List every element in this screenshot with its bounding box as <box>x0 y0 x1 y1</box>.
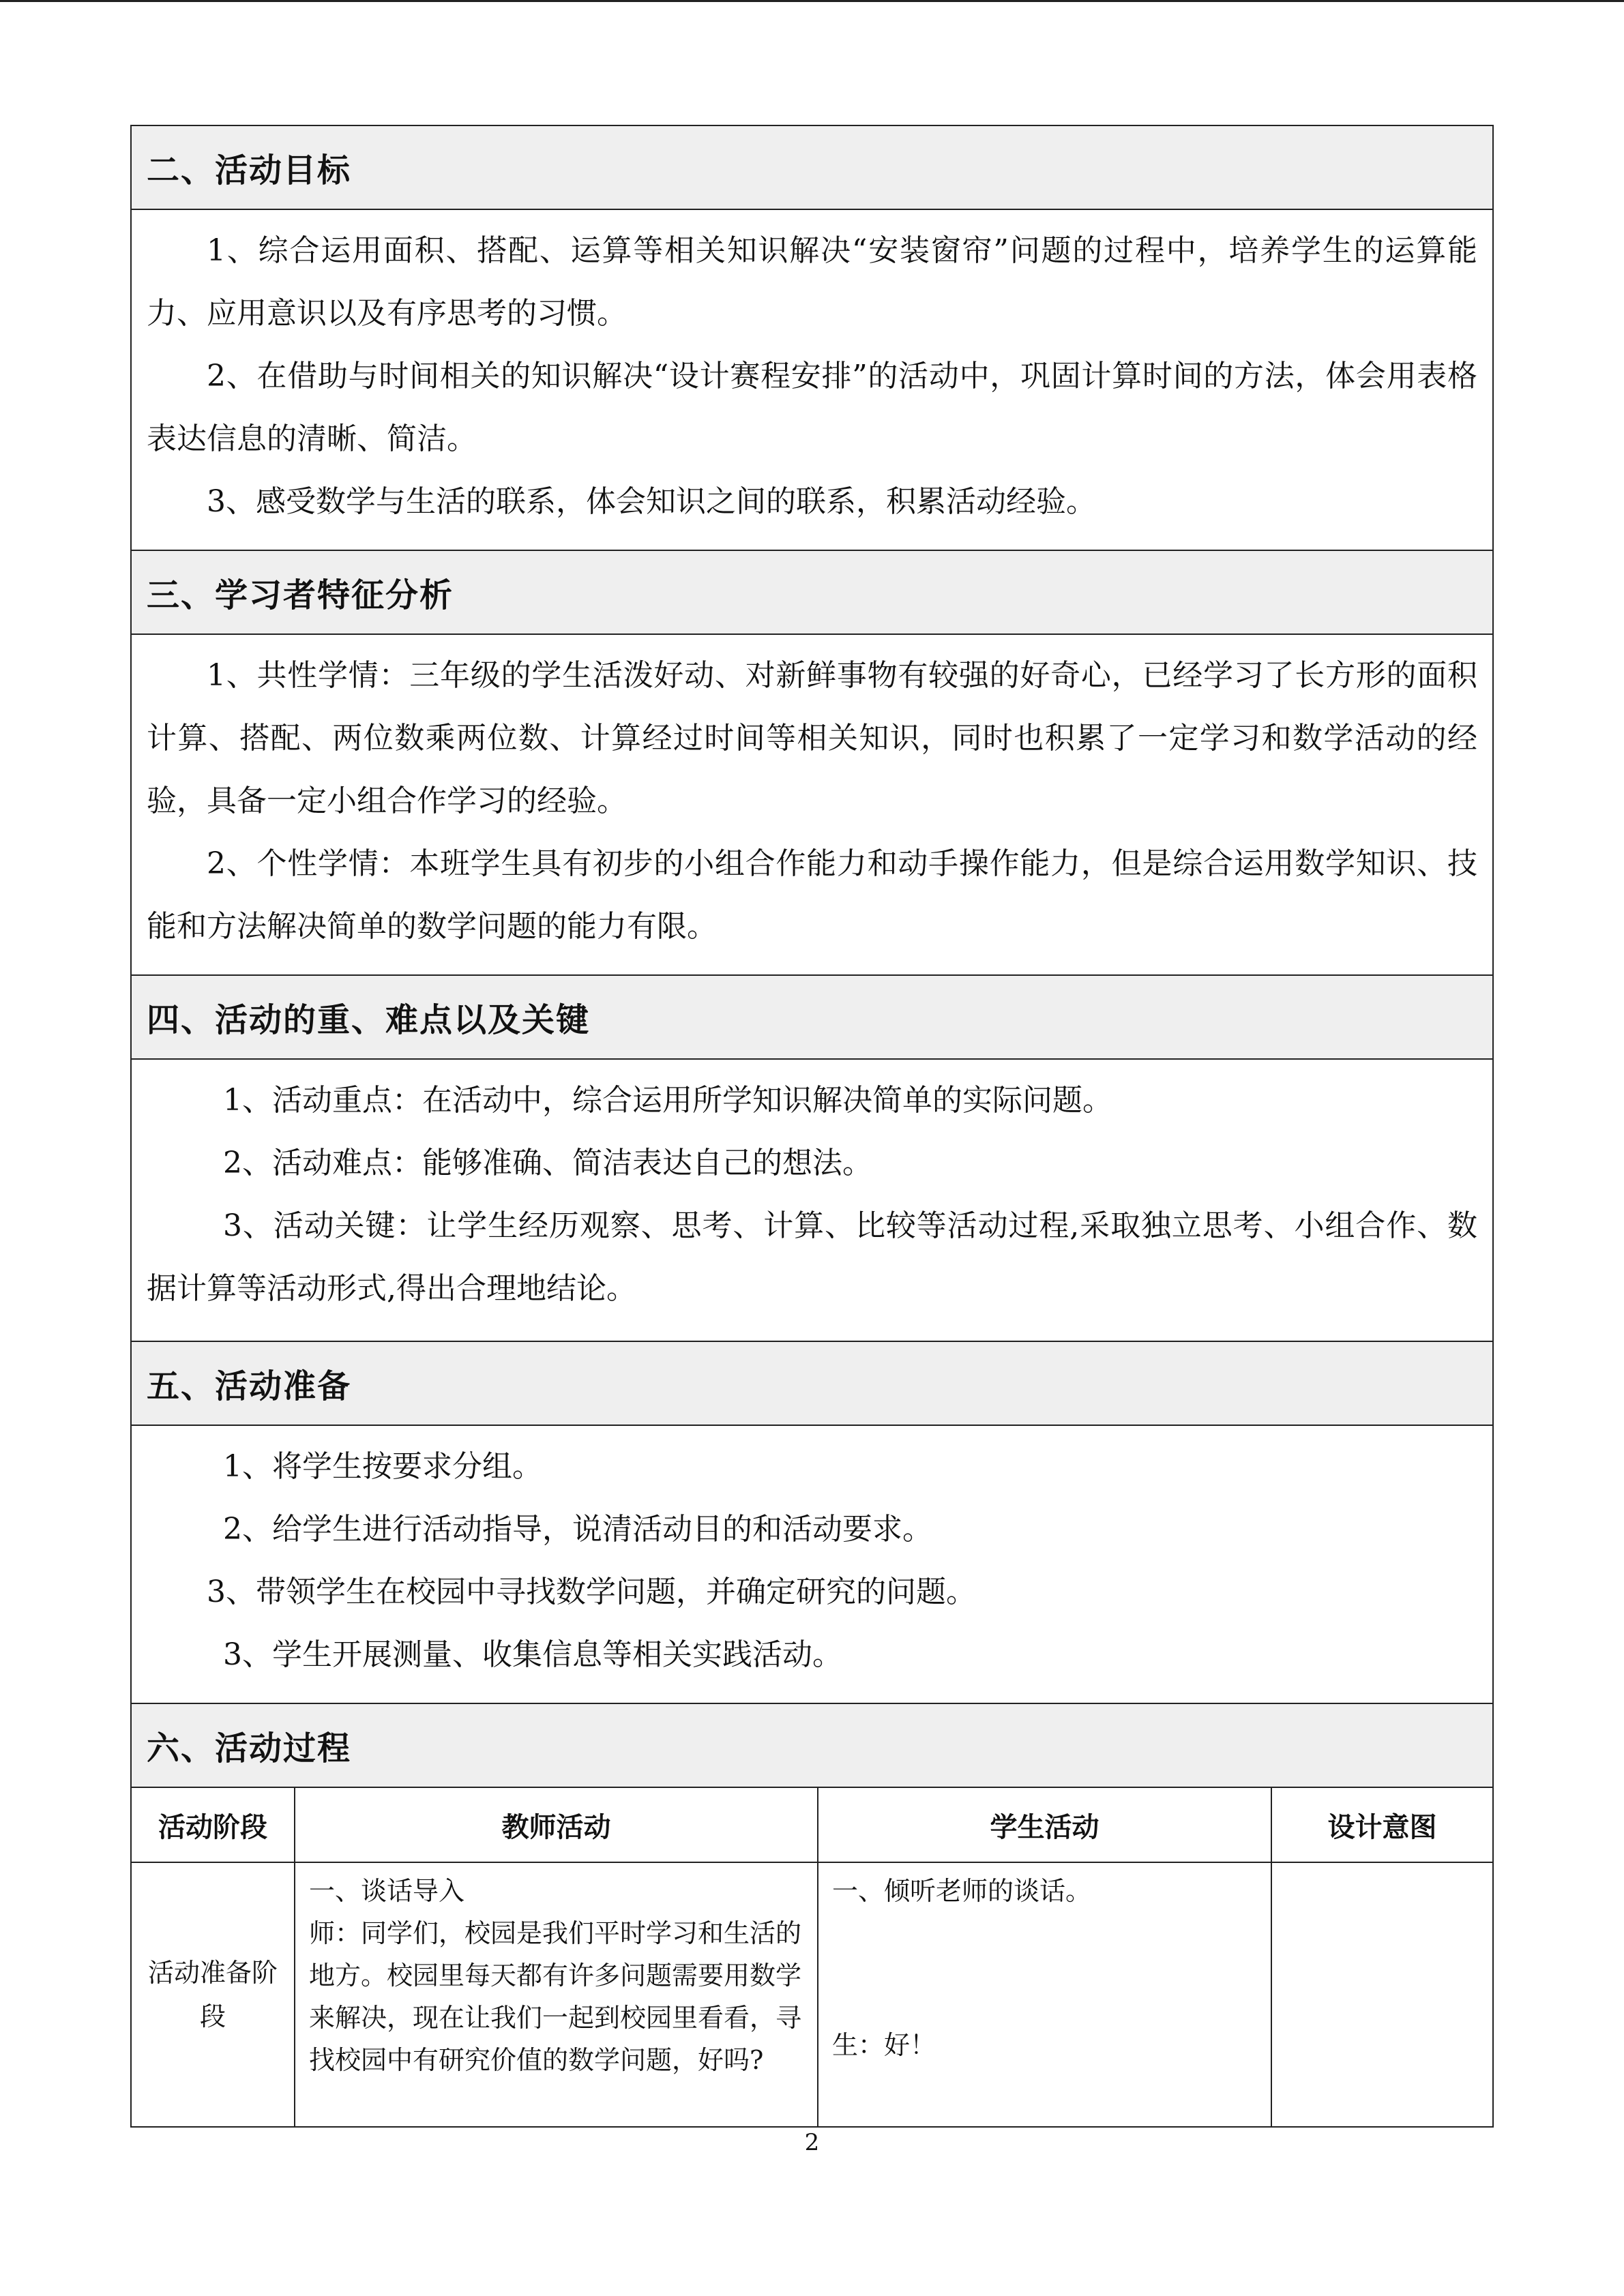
header-student-activity: 学生活动 <box>818 1787 1271 1862</box>
keypoint-paragraph: 1、活动重点：在活动中，综合运用所学知识解决简单的实际问题。 <box>223 1083 1112 1118</box>
lesson-plan-table <box>130 125 1494 2128</box>
learner-paragraph: 1、共性学情：三年级的学生活泼好动、对新鲜事物有较强的好奇心，已经学习了长方形的面积计算、搭配、两位数乘两位数、计算经过时间等相关知识，同时也积累了一定学习和数学活动的经验，具备一定小组合作学习的经验。 <box>147 658 1478 818</box>
teacher-activity-cell <box>295 1862 818 2127</box>
section-body-keypoints <box>131 1059 1493 1341</box>
keypoint-paragraph: 2、活动难点：能够准确、简洁表达自己的想法。 <box>223 1146 872 1180</box>
header-teacher-activity: 教师活动 <box>295 1787 818 1862</box>
keypoint-paragraph: 3、活动关键：让学生经历观察、思考、计算、比较等活动过程,采取独立思考、小组合作、数据计算等活动形式,得出合理地结论。 <box>147 1208 1478 1306</box>
teacher-activity-text: 师：同学们，校园是我们平时学习和生活的地方。校园里每天都有许多问题需要用数学来解决，现在让我们一起到校园里看看，寻找校园中有研究价值的数学问题，好吗? <box>309 1918 802 2075</box>
preparation-item: 1、将学生按要求分组。 <box>223 1449 542 1484</box>
section-body-learners <box>131 634 1493 975</box>
section-title-process: 六、活动过程 <box>131 1703 1493 1787</box>
header-stage: 活动阶段 <box>131 1787 295 1862</box>
section-title-learners: 三、学习者特征分析 <box>131 550 1493 634</box>
process-header-row <box>131 1787 1493 1862</box>
student-reply: 生：好！ <box>832 2030 936 2060</box>
goal-paragraph: 2、在借助与时间相关的知识解决“设计赛程安排”的活动中，巩固计算时间的方法，体会用表格表达信息的清晰、简洁。 <box>147 359 1478 456</box>
learner-paragraph: 2、个性学情：本班学生具有初步的小组合作能力和动手操作能力，但是综合运用数学知识、技能和方法解决简单的数学问题的能力有限。 <box>147 846 1478 944</box>
preparation-item: 3、学生开展测量、收集信息等相关实践活动。 <box>223 1637 842 1672</box>
section-title-keypoints: 四、活动的重、难点以及关键 <box>131 975 1493 1059</box>
design-intent-cell <box>1271 1862 1493 2127</box>
student-activity-heading: 一、倾听老师的谈话。 <box>832 1876 1092 1906</box>
page-number: 2 <box>804 2129 820 2156</box>
process-row <box>131 1862 1493 2127</box>
student-activity-cell <box>818 1862 1271 2127</box>
top-border <box>0 0 1624 2</box>
stage-cell: 活动准备阶段 <box>131 1862 295 2127</box>
header-design-intent: 设计意图 <box>1271 1787 1493 1862</box>
section-title-goals: 二、活动目标 <box>131 125 1493 209</box>
section-title-preparation: 五、活动准备 <box>131 1341 1493 1425</box>
goal-paragraph: 1、综合运用面积、搭配、运算等相关知识解决“安装窗帘”问题的过程中，培养学生的运算能力、应用意识以及有序思考的习惯。 <box>147 233 1478 331</box>
preparation-item: 2、给学生进行活动指导，说清活动目的和活动要求。 <box>223 1512 932 1547</box>
goal-paragraph: 3、感受数学与生活的联系，体会知识之间的联系，积累活动经验。 <box>207 484 1096 519</box>
preparation-item: 3、带领学生在校园中寻找数学问题，并确定研究的问题。 <box>207 1575 976 1609</box>
section-body-goals <box>131 209 1493 550</box>
teacher-activity-heading: 一、谈话导入 <box>309 1876 465 1906</box>
section-body-preparation <box>131 1425 1493 1703</box>
